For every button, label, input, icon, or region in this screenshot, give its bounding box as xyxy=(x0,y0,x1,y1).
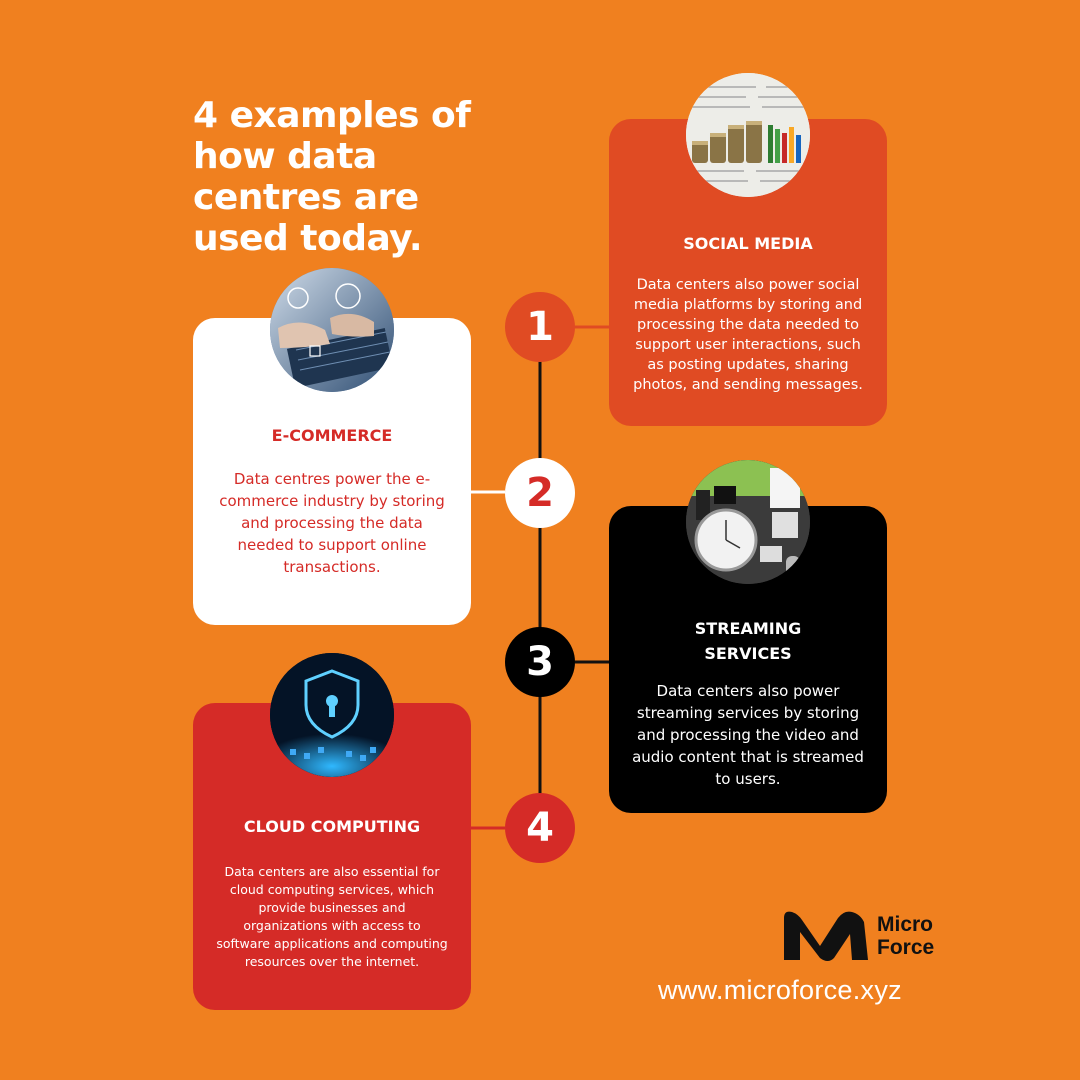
social-media-title: SOCIAL MEDIA xyxy=(683,234,813,253)
website-url: www.microforce.xyz xyxy=(658,975,902,1005)
social-media-photo xyxy=(686,73,810,197)
ecommerce-photo xyxy=(270,268,394,392)
social-media-text: Data centers also power social media platforms by storing and processing the data needed to support user interactions, such as posting updates, sharing photos, and sending messages. xyxy=(633,277,863,393)
brand-name-line2: Force xyxy=(877,936,935,959)
streaming-photo xyxy=(686,460,810,584)
brand-name-line1: Micro xyxy=(877,913,934,936)
typing-hands-image xyxy=(270,268,394,392)
microforce-logo-icon xyxy=(780,908,872,962)
step-number-2: 2 xyxy=(505,458,575,528)
streaming-title: STREAMING SERVICES xyxy=(694,619,802,663)
cloud-computing-text: Data centers are also essential for cloud computing services, which provide businesses and organizations with access to software applications and computing resources over the internet. xyxy=(216,864,448,969)
coins-chart-image xyxy=(686,73,810,197)
ecommerce-text: Data centres power the e-commerce industry by storing and processing the data needed to support online transactions. xyxy=(219,470,445,576)
cloud-computing-photo xyxy=(270,653,394,777)
step-number-3: 3 xyxy=(505,627,575,697)
step-number-1: 1 xyxy=(505,292,575,362)
cloud-computing-title: CLOUD COMPUTING xyxy=(243,817,421,836)
ecommerce-title: E-COMMERCE xyxy=(271,426,393,445)
page-title: 4 examples of how data centres are used today. xyxy=(193,95,471,259)
shield-lock-icon xyxy=(270,653,394,777)
step-number-4: 4 xyxy=(505,793,575,863)
clock-desk-image xyxy=(686,460,810,584)
streaming-text: Data centers also power streaming services by storing and processing the video and audio content that is streamed to users. xyxy=(632,682,864,788)
brand-name xyxy=(877,913,934,959)
